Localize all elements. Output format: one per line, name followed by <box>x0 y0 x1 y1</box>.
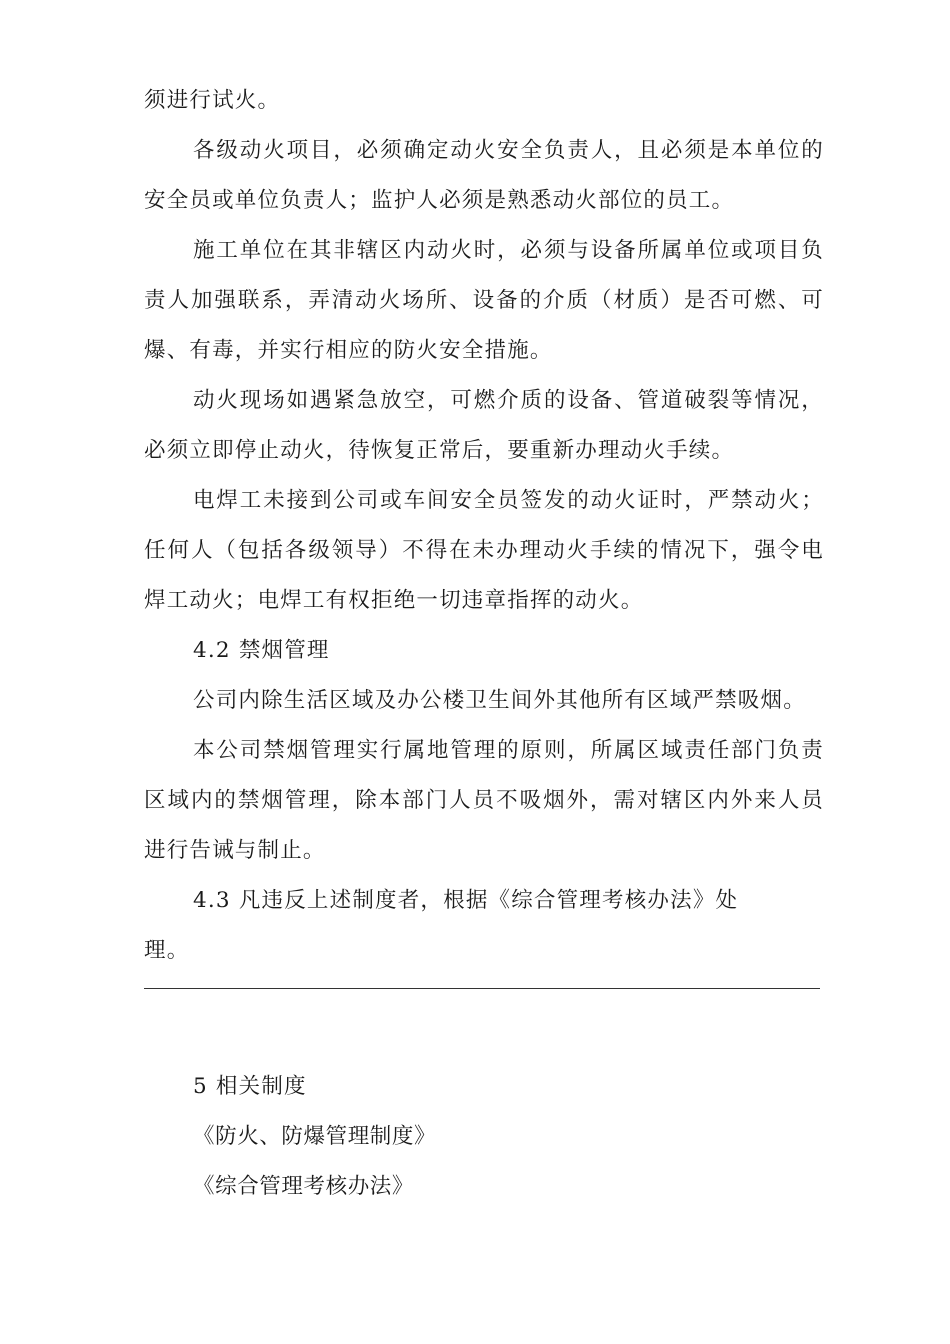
paragraph-smoking-ban: 公司内除生活区域及办公楼卫生间外其他所有区域严禁吸烟。 <box>193 688 806 713</box>
paragraph-welder-rules: 电焊工未接到公司或车间安全员签发的动火证时，严禁动火；任何人（包括各级领导）不得在未办理动火手续的情况下，强令电焊工动火；电焊工有权拒绝一切违章指挥的动火。 <box>144 488 824 613</box>
paragraph-construction-unit: 施工单位在其非辖区内动火时，必须与设备所属单位或项目负责人加强联系，弄清动火场所、设备的介质（材质）是否可燃、可爆、有毒，并实行相应的防火安全措施。 <box>144 238 824 363</box>
related-policies-section <box>144 1062 824 1212</box>
related-policy-item: 《综合管理考核办法》 <box>193 1174 415 1199</box>
horizontal-divider <box>144 988 820 989</box>
related-policy-item: 《防火、防爆管理制度》 <box>193 1124 437 1149</box>
section-4-3-line1: 4.3 凡违反上述制度者，根据《综合管理考核办法》处 <box>193 888 739 913</box>
section-5-heading: 5 相关制度 <box>193 1074 307 1099</box>
paragraph-smoking-management: 本公司禁烟管理实行属地管理的原则，所属区域责任部门负责区域内的禁烟管理，除本部门人员不吸烟外，需对辖区内外来人员进行告诫与制止。 <box>144 738 824 863</box>
paragraph-fire-responsibility: 各级动火项目，必须确定动火安全负责人，且必须是本单位的安全员或单位负责人；监护人必须是熟悉动火部位的员工。 <box>144 138 824 213</box>
paragraph-emergency-stop: 动火现场如遇紧急放空，可燃介质的设备、管道破裂等情况，必须立即停止动火，待恢复正常后，要重新办理动火手续。 <box>144 388 824 463</box>
section-4-2-heading: 4.2 禁烟管理 <box>193 638 330 663</box>
section-4-3-line2: 理。 <box>144 938 190 963</box>
paragraph-continuation: 须进行试火。 <box>144 88 281 113</box>
document-body <box>144 76 824 976</box>
